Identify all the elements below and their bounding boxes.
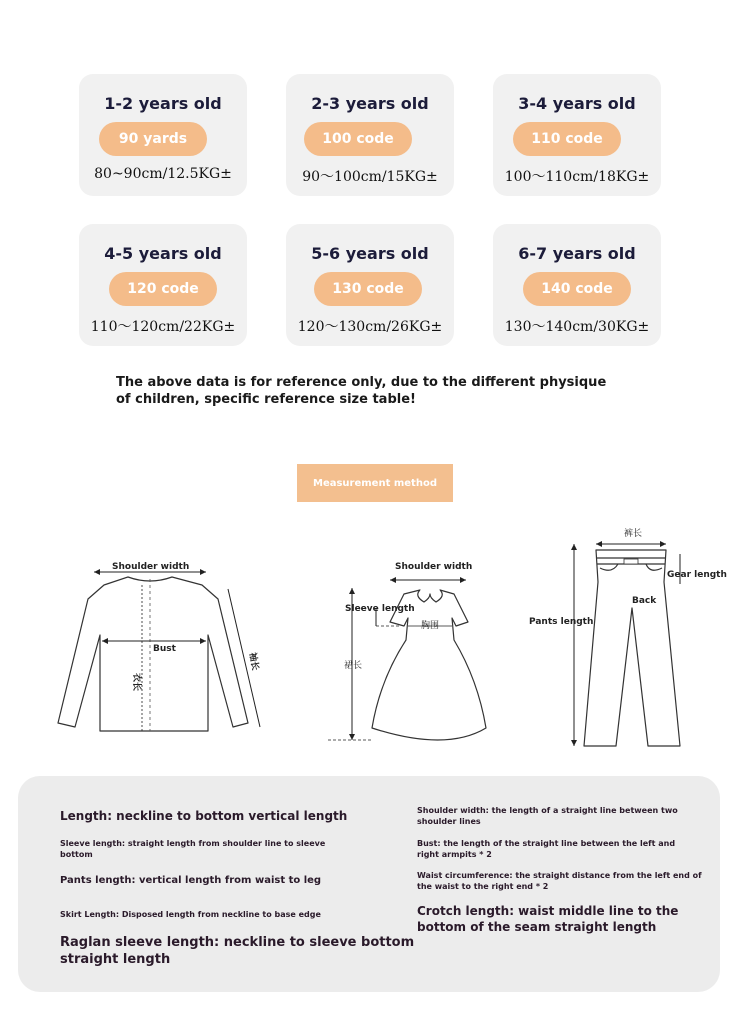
waist-label: 裤长 — [624, 529, 643, 539]
age-label: 3-4 years old — [518, 94, 636, 113]
dress-shoulder-width-label: Shoulder width — [395, 562, 473, 572]
pants-outline — [584, 550, 680, 746]
size-card-6-7 — [493, 224, 661, 346]
measurement-method-button: Measurement method — [297, 464, 453, 502]
age-label: 5-6 years old — [311, 244, 429, 263]
size-range: 80~90cm/12.5KG± — [94, 166, 232, 182]
size-card-2-3 — [286, 74, 454, 196]
age-label: 2-3 years old — [311, 94, 429, 113]
skirt-length-definition: Skirt Length: Disposed length from neckline to base edge — [60, 910, 321, 919]
bust-definition: Bust: the length of the straight line between the left and right armpits * 2 — [417, 839, 676, 859]
raglan-sleeve-length-definition: Raglan sleeve length: neckline to sleeve bottom straight length — [60, 935, 415, 967]
size-range: 130～140cm/30KG± — [504, 319, 650, 335]
waist-circumference-definition: Waist circumference: the straight distance from the left end of the waist to the right end * 2 — [417, 871, 702, 891]
size-range: 90～100cm/15KG± — [302, 169, 438, 185]
pants-diagram — [528, 524, 728, 752]
size-range: 110～120cm/22KG± — [90, 319, 236, 335]
shoulder-width-definition: Shoulder width: the length of a straight line between two shoulder lines — [417, 806, 678, 826]
pants-length-label: Pants length — [529, 617, 594, 627]
size-code-pill: 130 code — [314, 272, 422, 306]
back-label: Back — [632, 596, 657, 606]
skirt-length-label: 裙长 — [344, 661, 363, 671]
size-card-1-2 — [79, 74, 247, 196]
size-range: 100～110cm/18KG± — [504, 169, 650, 185]
pants-length-definition: Pants length: vertical length from waist to leg — [60, 875, 322, 886]
jacket-diagram — [50, 555, 270, 745]
size-card-4-5 — [79, 224, 247, 346]
age-label: 4-5 years old — [104, 244, 222, 263]
dress-chest-label: 胸围 — [421, 621, 440, 631]
size-code-pill: 100 code — [304, 122, 412, 156]
crotch-length-definition: Crotch length: waist middle line to the bottom of the seam straight length — [417, 904, 679, 934]
gear-length-label: Gear length — [667, 570, 727, 580]
shoulder-width-label: Shoulder width — [112, 562, 190, 572]
size-range: 120～130cm/26KG± — [297, 319, 443, 335]
age-label: 6-7 years old — [518, 244, 636, 263]
dress-diagram — [328, 560, 503, 750]
size-code-pill: 110 code — [513, 122, 621, 156]
dress-sleeve-length-label: Sleeve length — [345, 604, 415, 614]
body-length-label: 衣长 — [131, 673, 141, 692]
size-code-pill: 120 code — [109, 272, 217, 306]
size-code-pill: 140 code — [523, 272, 631, 306]
jacket-outline — [58, 577, 248, 731]
size-code-pill: 90 yards — [99, 122, 207, 156]
sleeve-length-definition: Sleeve length: straight length from shoulder line to sleeve bottom — [60, 839, 326, 859]
reference-note: The above data is for reference only, due to the different physique of children, specific reference size table! — [116, 375, 607, 407]
age-label: 1-2 years old — [104, 94, 222, 113]
sleeve-length-label: 袖长 — [246, 651, 260, 672]
length-definition: Length: neckline to bottom vertical length — [60, 809, 348, 823]
size-card-3-4 — [493, 74, 661, 196]
size-card-5-6 — [286, 224, 454, 346]
bust-label: Bust — [153, 644, 176, 654]
